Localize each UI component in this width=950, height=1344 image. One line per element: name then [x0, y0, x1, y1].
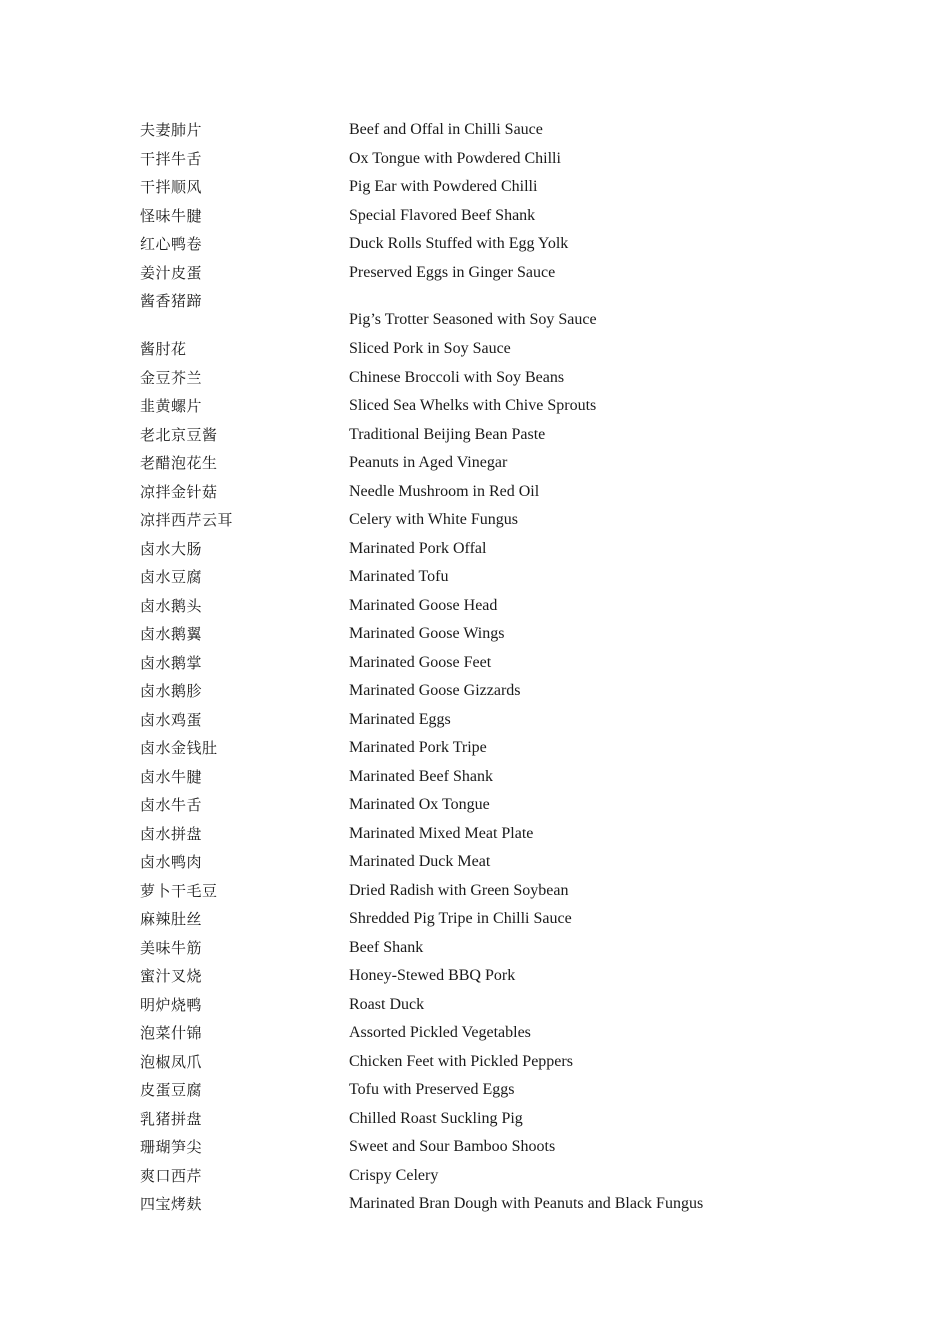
dish-english-name: Duck Rolls Stuffed with Egg Yolk — [349, 235, 569, 252]
dish-chinese-name: 夫妻肺片 — [140, 121, 203, 139]
dish-chinese-name: 干拌顺风 — [140, 178, 203, 196]
dish-english-name: Dried Radish with Green Soybean — [349, 881, 569, 899]
dish-english-name: Marinated Tofu — [349, 568, 449, 585]
dish-chinese-name: 卤水鸡蛋 — [140, 710, 203, 729]
dish-chinese-name: 红心鸭卷 — [140, 235, 203, 253]
menu-row — [140, 962, 840, 991]
dish-chinese-name: 爽口西芹 — [140, 1166, 203, 1185]
menu-row — [140, 734, 840, 763]
dish-chinese-name: 卤水豆腐 — [140, 568, 203, 586]
dish-english-name: Sweet and Sour Bamboo Shoots — [349, 1138, 556, 1155]
dish-english-name: Beef Shank — [349, 938, 424, 956]
dish-chinese-name: 卤水牛腱 — [140, 767, 203, 786]
menu-row — [140, 202, 840, 231]
dish-chinese-name: 四宝烤麸 — [140, 1195, 203, 1213]
dish-english-name: Marinated Mixed Meat Plate — [349, 824, 534, 842]
dish-chinese-name: 卤水鹅头 — [140, 596, 203, 615]
dish-chinese-name: 卤水拼盘 — [140, 824, 203, 843]
dish-english-name: Pig’s Trotter Seasoned with Soy Sauce — [349, 311, 597, 328]
dish-chinese-name: 干拌牛舌 — [140, 149, 203, 168]
menu-row — [140, 934, 840, 963]
dish-english-name: Ox Tongue with Powdered Chilli — [349, 149, 561, 167]
dish-english-name: Marinated Eggs — [349, 710, 451, 728]
menu-row — [140, 877, 840, 906]
menu-row — [140, 1190, 840, 1219]
dish-english-name: Chilled Roast Suckling Pig — [349, 1109, 523, 1127]
dish-chinese-name: 酱肘花 — [140, 340, 187, 358]
dish-english-name: Celery with White Fungus — [349, 511, 519, 528]
dish-chinese-name: 麻辣肚丝 — [140, 910, 203, 928]
dish-chinese-name: 凉拌金针菇 — [140, 482, 218, 501]
menu-row — [140, 116, 840, 145]
menu-row — [140, 592, 840, 621]
dish-english-name: Assorted Pickled Vegetables — [349, 1024, 531, 1041]
menu-row — [140, 563, 840, 592]
dish-english-name: Marinated Pork Tripe — [349, 739, 487, 756]
menu-row — [140, 677, 840, 706]
dish-english-name: Shredded Pig Tripe in Chilli Sauce — [349, 910, 572, 927]
dish-english-name: Chicken Feet with Pickled Peppers — [349, 1052, 573, 1070]
dish-english-name: Beef and Offal in Chilli Sauce — [349, 121, 543, 138]
dish-chinese-name: 泡菜什锦 — [140, 1024, 203, 1042]
dish-english-name: Traditional Beijing Bean Paste — [349, 425, 546, 443]
menu-row — [140, 620, 840, 649]
dish-chinese-name: 皮蛋豆腐 — [140, 1081, 203, 1099]
dish-chinese-name: 酱香猪蹄 — [140, 292, 203, 310]
dish-chinese-name: 珊瑚笋尖 — [140, 1138, 203, 1156]
menu-row — [140, 535, 840, 564]
dish-english-name: Marinated Goose Gizzards — [349, 682, 521, 699]
dish-english-name: Sliced Pork in Soy Sauce — [349, 340, 511, 357]
menu-row — [140, 364, 840, 393]
dish-english-name: Marinated Duck Meat — [349, 853, 491, 870]
dish-english-name: Marinated Pork Offal — [349, 539, 487, 557]
menu-row — [140, 763, 840, 792]
dish-english-name: Needle Mushroom in Red Oil — [349, 482, 540, 500]
menu-row — [140, 449, 840, 478]
dish-chinese-name: 老北京豆酱 — [140, 425, 218, 444]
dish-chinese-name: 卤水大肠 — [140, 539, 203, 558]
menu-row — [140, 1019, 840, 1048]
dish-chinese-name: 姜汁皮蛋 — [140, 263, 203, 282]
dish-chinese-name: 怪味牛腱 — [140, 206, 203, 225]
dish-english-name: Marinated Ox Tongue — [349, 796, 490, 813]
menu-row — [140, 145, 840, 174]
dish-english-name: Tofu with Preserved Eggs — [349, 1081, 515, 1098]
menu-row — [140, 173, 840, 202]
dish-english-name: Pig Ear with Powdered Chilli — [349, 178, 538, 195]
menu-row — [140, 230, 840, 259]
menu-row — [140, 1105, 840, 1134]
dish-english-name: Crispy Celery — [349, 1166, 439, 1184]
menu-list — [140, 116, 840, 1219]
dish-chinese-name: 萝卜干毛豆 — [140, 881, 218, 900]
menu-row — [140, 392, 840, 421]
menu-row — [140, 1048, 840, 1077]
dish-english-name: Peanuts in Aged Vinegar — [349, 454, 508, 471]
menu-row — [140, 259, 840, 288]
dish-chinese-name: 金豆芥兰 — [140, 368, 203, 387]
dish-english-name: Marinated Goose Wings — [349, 625, 505, 642]
dish-chinese-name: 卤水牛舌 — [140, 796, 203, 814]
dish-chinese-name: 卤水鹅掌 — [140, 653, 203, 672]
dish-english-name: Sliced Sea Whelks with Chive Sprouts — [349, 397, 597, 414]
dish-chinese-name: 美味牛筋 — [140, 938, 203, 957]
dish-english-name: Chinese Broccoli with Soy Beans — [349, 368, 565, 386]
dish-chinese-name: 卤水鹅胗 — [140, 682, 203, 700]
dish-chinese-name: 卤水鸭肉 — [140, 853, 203, 871]
dish-english-name: Roast Duck — [349, 995, 425, 1013]
menu-row — [140, 1076, 840, 1105]
menu-row — [140, 848, 840, 877]
dish-chinese-name: 泡椒凤爪 — [140, 1052, 203, 1071]
menu-row — [140, 506, 840, 535]
dish-english-name: Honey-Stewed BBQ Pork — [349, 967, 516, 984]
dish-english-name: Marinated Beef Shank — [349, 767, 493, 785]
dish-english-name: Marinated Goose Head — [349, 596, 498, 614]
dish-chinese-name: 韭黄螺片 — [140, 397, 203, 415]
dish-chinese-name: 卤水金钱肚 — [140, 739, 218, 757]
menu-row — [140, 791, 840, 820]
menu-row — [140, 991, 840, 1020]
dish-english-name: Special Flavored Beef Shank — [349, 206, 536, 224]
dish-chinese-name: 凉拌西芹云耳 — [140, 511, 234, 529]
dish-chinese-name: 乳猪拼盘 — [140, 1109, 203, 1128]
menu-row — [140, 905, 840, 934]
dish-chinese-name: 卤水鹅翼 — [140, 625, 203, 643]
menu-row — [140, 1162, 840, 1191]
menu-row — [140, 287, 840, 335]
dish-english-name: Marinated Goose Feet — [349, 653, 492, 671]
dish-chinese-name: 老醋泡花生 — [140, 454, 218, 472]
menu-row — [140, 335, 840, 364]
menu-row — [140, 421, 840, 450]
dish-chinese-name: 明炉烧鸭 — [140, 995, 203, 1014]
menu-row — [140, 820, 840, 849]
dish-chinese-name: 蜜汁叉烧 — [140, 967, 203, 985]
menu-row — [140, 478, 840, 507]
dish-english-name: Preserved Eggs in Ginger Sauce — [349, 263, 556, 281]
menu-row — [140, 706, 840, 735]
menu-row — [140, 1133, 840, 1162]
dish-english-name: Marinated Bran Dough with Peanuts and Black Fungus — [349, 1195, 704, 1212]
menu-row — [140, 649, 840, 678]
